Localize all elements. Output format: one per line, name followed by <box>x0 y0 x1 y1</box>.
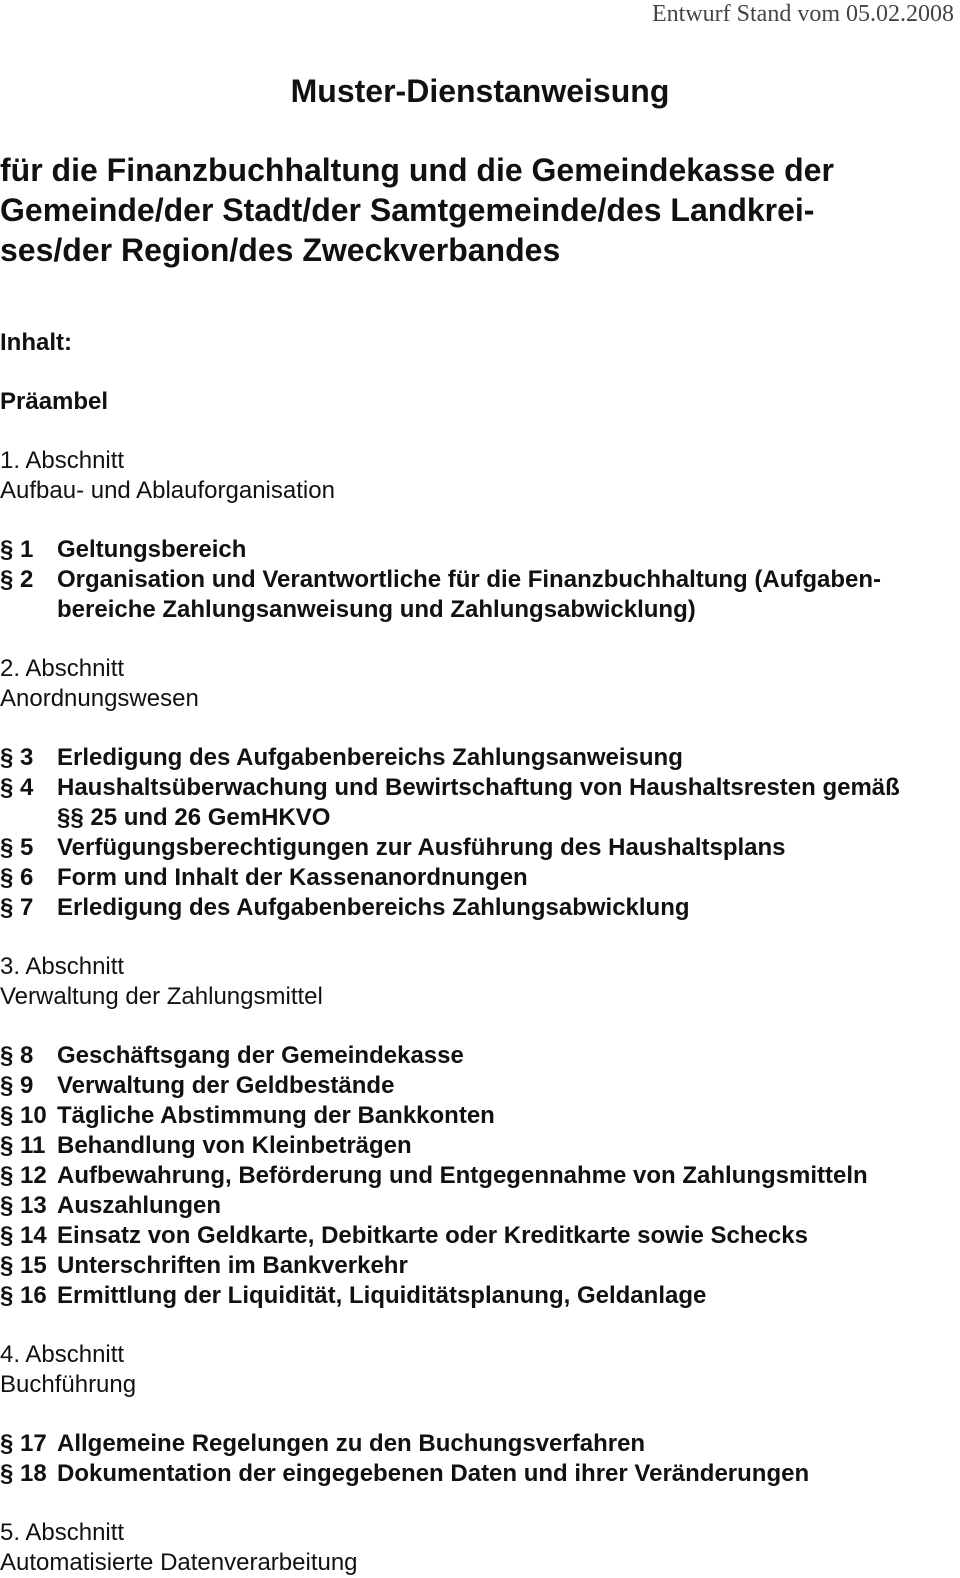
entry-number: 13 <box>20 1192 47 1219</box>
contents-entry <box>0 1101 955 1131</box>
section-name: Automatisierte Datenverarbeitung <box>0 1549 358 1576</box>
entry-title: Einsatz von Geldkarte, Debitkarte oder Kreditkarte sowie Schecks <box>57 1222 808 1249</box>
entry-title: Tägliche Abstimmung der Bankkonten <box>57 1102 495 1129</box>
contents-entry <box>0 863 955 893</box>
entry-number: 10 <box>20 1102 47 1129</box>
section-2 <box>0 654 955 923</box>
section-name: Buchführung <box>0 1371 137 1398</box>
entry-title: Ermittlung der Liquidität, Liquiditätsplanung, Geldanlage <box>57 1282 707 1309</box>
paragraph-symbol: § <box>0 1102 14 1129</box>
entry-number: 1 <box>20 536 34 563</box>
contents-entry <box>0 1221 955 1251</box>
entry-title: Verfügungsberechtigungen zur Ausführung des Haushaltsplans <box>57 834 786 861</box>
paragraph-symbol: § <box>0 1460 14 1487</box>
section-name: Aufbau- und Ablauforganisation <box>0 477 335 504</box>
entry-number: 8 <box>20 1042 34 1069</box>
document-subtitle <box>0 150 940 270</box>
entry-number: 5 <box>20 834 34 861</box>
entry-number: 2 <box>20 566 34 593</box>
section-heading: 2. Abschnitt <box>0 655 125 682</box>
section-heading: 4. Abschnitt <box>0 1341 125 1368</box>
entry-title: Auszahlungen <box>57 1192 222 1219</box>
paragraph-symbol: § <box>0 1252 14 1279</box>
contents-entry <box>0 743 955 773</box>
subtitle-line: Gemeinde/der Stadt/der Samtgemeinde/des Landkrei- <box>0 192 815 228</box>
preamble-entry: Präambel <box>0 388 109 415</box>
paragraph-symbol: § <box>0 894 14 921</box>
entry-number: 18 <box>20 1460 47 1487</box>
entry-number: 6 <box>20 864 34 891</box>
entry-title: Form und Inhalt der Kassenanordnungen <box>57 864 528 891</box>
paragraph-symbol: § <box>0 1222 14 1249</box>
section-1 <box>0 446 955 625</box>
table-of-contents <box>0 328 955 1578</box>
contents-entry <box>0 1429 955 1459</box>
section-name: Verwaltung der Zahlungsmittel <box>0 983 323 1010</box>
entry-title: Behandlung von Kleinbeträgen <box>57 1132 412 1159</box>
paragraph-symbol: § <box>0 1192 14 1219</box>
entry-title: Aufbewahrung, Beförderung und Entgegennahme von Zahlungsmitteln <box>57 1162 868 1189</box>
entry-title: Dokumentation der eingegebenen Daten und ihrer Veränderungen <box>57 1460 810 1487</box>
contents-entry <box>0 1251 955 1281</box>
entry-title: Verwaltung der Geldbestände <box>57 1072 395 1099</box>
entry-title: Erledigung des Aufgabenbereichs Zahlungsabwicklung <box>57 894 690 921</box>
entry-title: Unterschriften im Bankverkehr <box>57 1252 408 1279</box>
entry-number: 11 <box>20 1132 46 1159</box>
entry-title: Allgemeine Regelungen zu den Buchungsverfahren <box>57 1430 646 1457</box>
contents-entry <box>0 833 955 863</box>
entry-number: 16 <box>20 1282 47 1309</box>
contents-entry <box>0 893 955 923</box>
section-3 <box>0 952 955 1311</box>
contents-entry <box>0 1459 955 1489</box>
draft-date-note: Entwurf Stand vom 05.02.2008 <box>652 1 954 27</box>
paragraph-symbol: § <box>0 834 14 861</box>
contents-entry <box>0 1131 955 1161</box>
paragraph-symbol: § <box>0 1430 14 1457</box>
contents-entry <box>0 535 955 565</box>
subtitle-line: für die Finanzbuchhaltung und die Gemeindekasse der <box>0 152 834 188</box>
entry-number: 9 <box>20 1072 34 1099</box>
section-heading: 3. Abschnitt <box>0 953 125 980</box>
entry-number: 14 <box>20 1222 47 1249</box>
paragraph-symbol: § <box>0 1282 14 1309</box>
paragraph-symbol: § <box>0 1042 14 1069</box>
entry-title: Haushaltsüberwachung und Bewirtschaftung von Haushaltsresten gemäß <box>57 774 900 801</box>
paragraph-symbol: § <box>0 1072 14 1099</box>
entry-title: Organisation und Verantwortliche für die Finanzbuchhaltung (Aufgaben- <box>57 566 882 593</box>
paragraph-symbol: § <box>0 1162 14 1189</box>
paragraph-symbol: § <box>0 744 14 771</box>
contents-label: Inhalt: <box>0 329 72 356</box>
section-5 <box>0 1518 955 1578</box>
paragraph-symbol: § <box>0 774 14 801</box>
contents-entry <box>0 565 955 625</box>
subtitle-line: ses/der Region/des Zweckverbandes <box>0 232 561 268</box>
contents-entry <box>0 773 955 833</box>
section-heading: 1. Abschnitt <box>0 447 125 474</box>
contents-entry <box>0 1191 955 1221</box>
document-title: Muster-Dienstanweisung <box>290 73 670 109</box>
contents-entry <box>0 1071 955 1101</box>
paragraph-symbol: § <box>0 1132 14 1159</box>
entry-title: Geltungsbereich <box>57 536 247 563</box>
paragraph-symbol: § <box>0 566 14 593</box>
paragraph-symbol: § <box>0 536 14 563</box>
entry-number: 12 <box>20 1162 47 1189</box>
contents-entry <box>0 1281 955 1311</box>
entry-number: 7 <box>20 894 34 921</box>
contents-entry <box>0 1041 955 1071</box>
paragraph-symbol: § <box>0 864 14 891</box>
entry-number: 15 <box>20 1252 47 1279</box>
section-4 <box>0 1340 955 1489</box>
entry-title: Erledigung des Aufgabenbereichs Zahlungsanweisung <box>57 744 683 771</box>
entry-number: 3 <box>20 744 34 771</box>
entry-number: 4 <box>20 774 34 801</box>
entry-title-continuation: bereiche Zahlungsanweisung und Zahlungsabwicklung) <box>57 596 696 623</box>
contents-entry <box>0 1161 955 1191</box>
entry-title-continuation: §§ 25 und 26 GemHKVO <box>57 804 331 831</box>
entry-number: 17 <box>20 1430 47 1457</box>
section-heading: 5. Abschnitt <box>0 1519 125 1546</box>
entry-title: Geschäftsgang der Gemeindekasse <box>57 1042 464 1069</box>
section-name: Anordnungswesen <box>0 685 199 712</box>
